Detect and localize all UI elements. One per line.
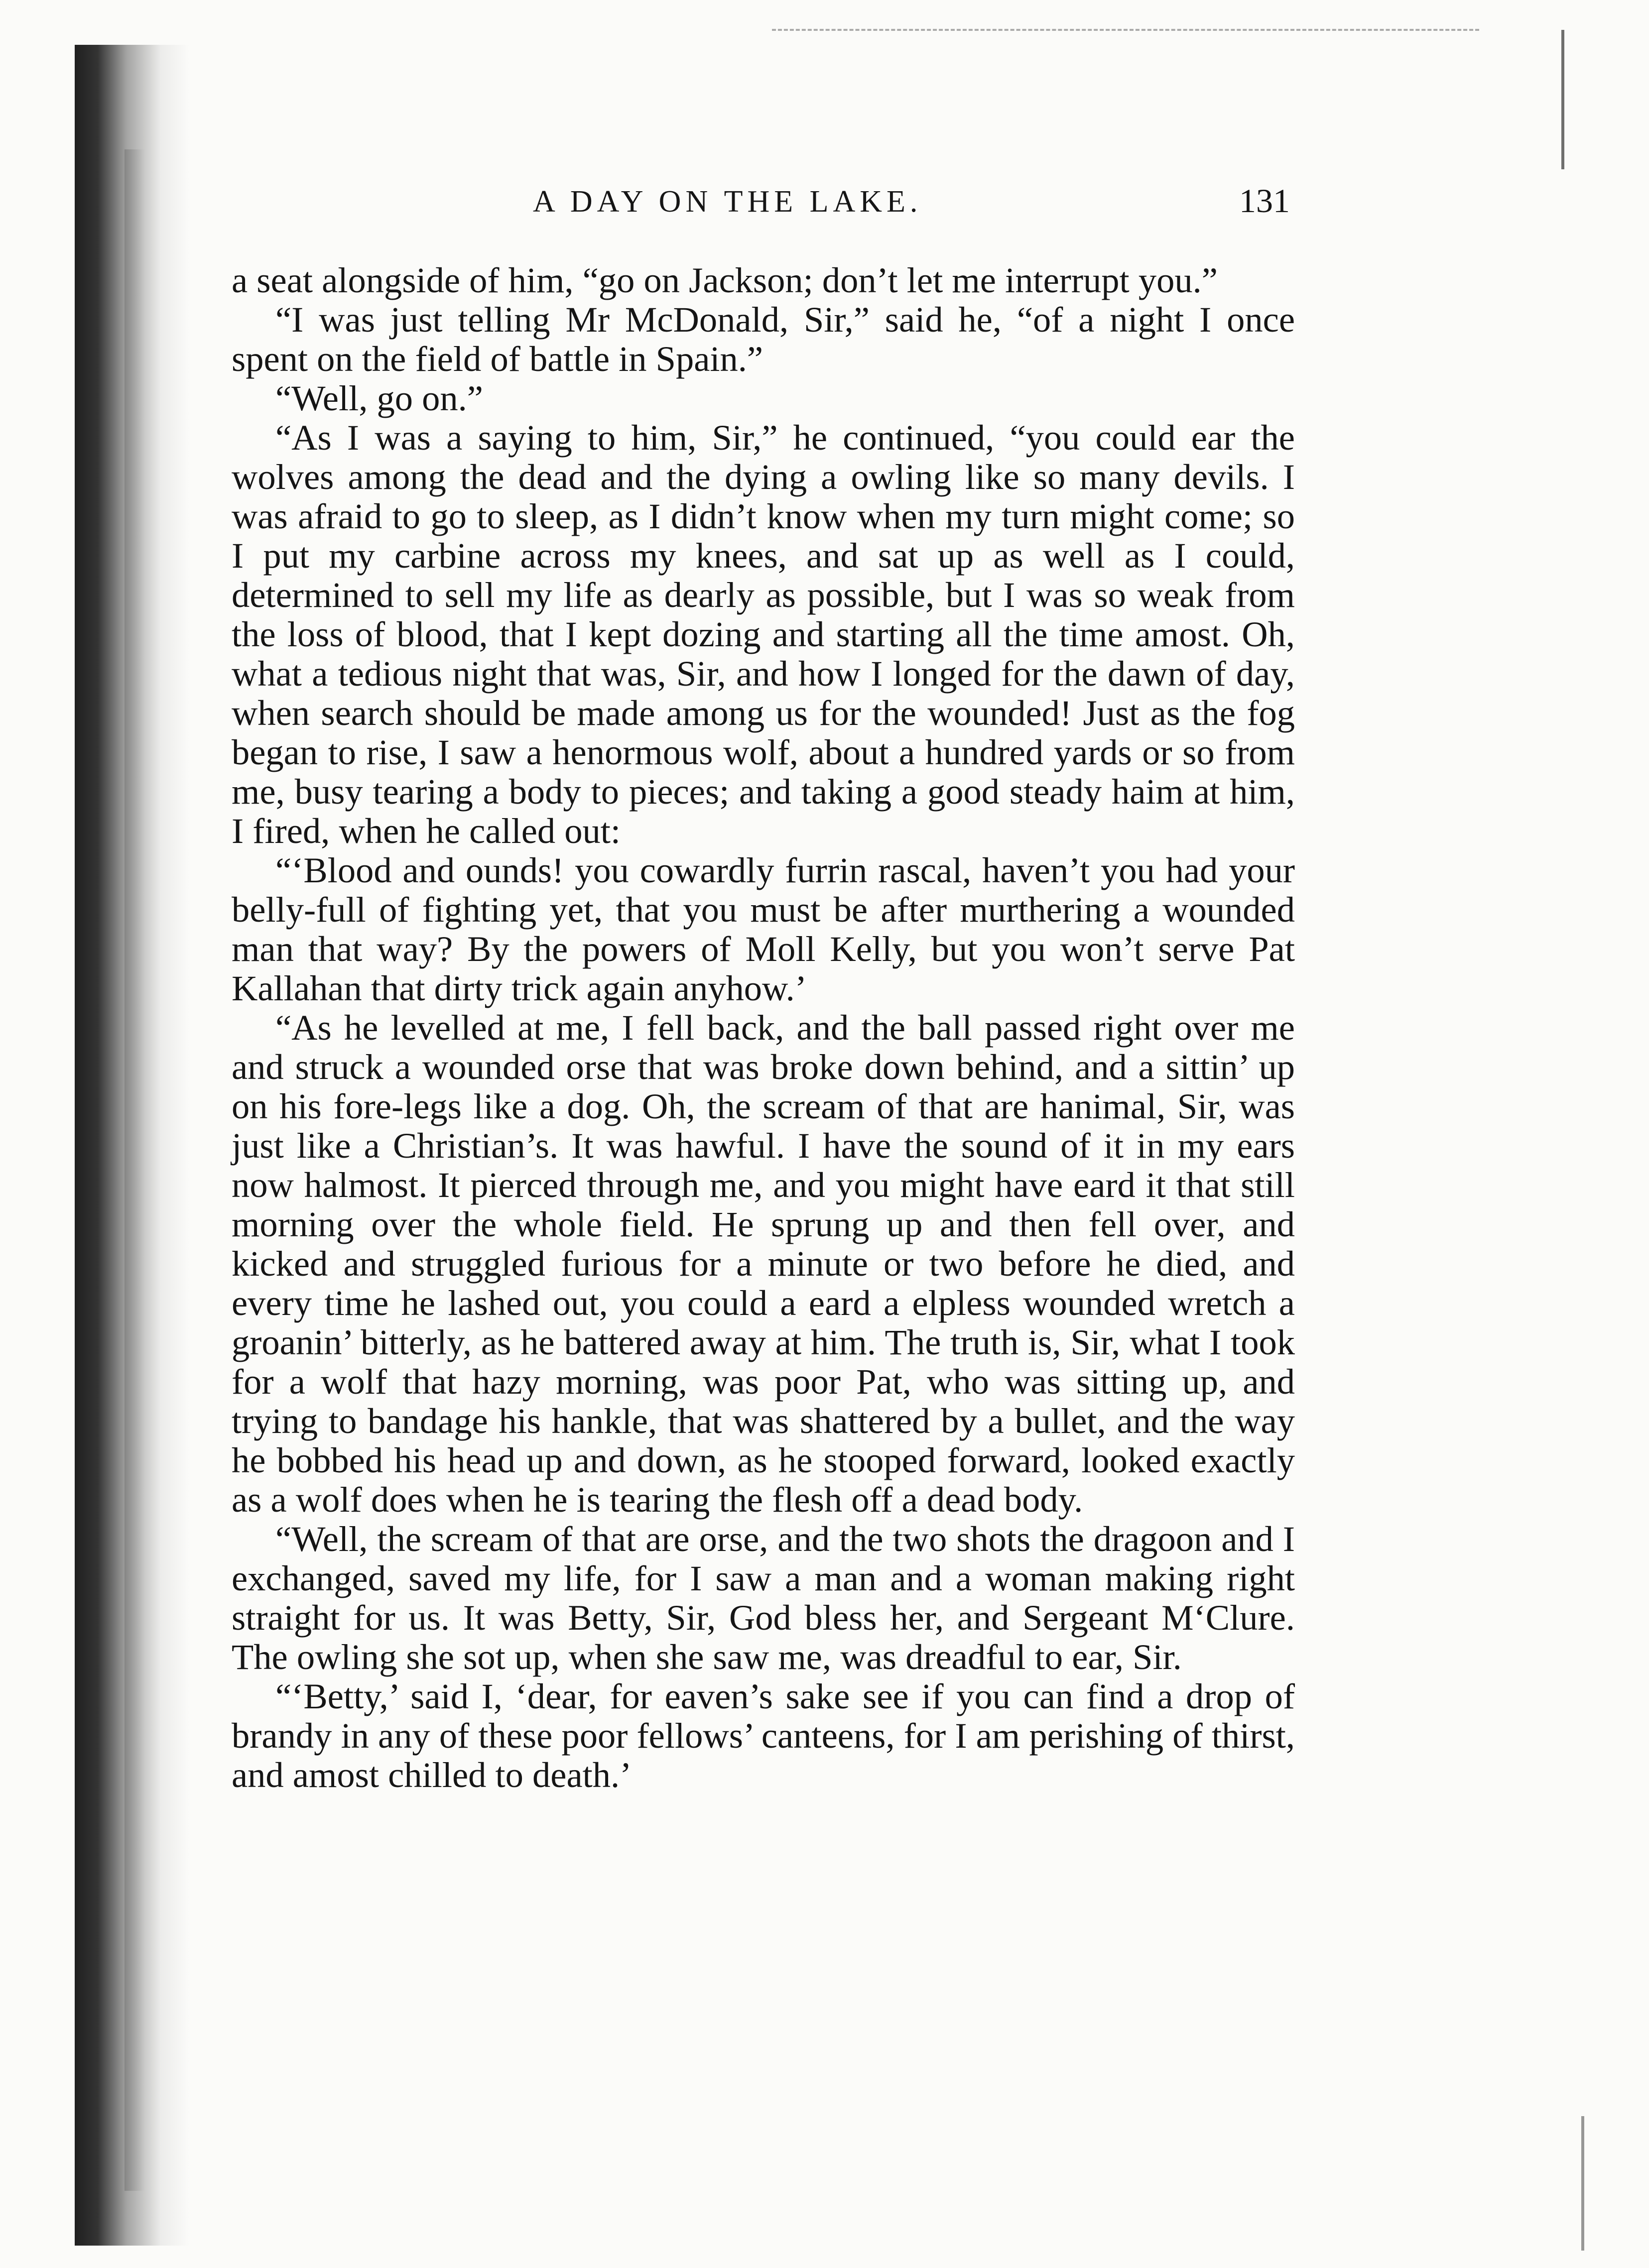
binding-shadow-inner: [125, 149, 144, 2191]
page-edge-mark-bottom: [1581, 2116, 1584, 2251]
paragraph: “‘Betty,’ said I, ‘dear, for eaven’s sake see if you can find a drop of brandy in any of these poor fellows’ canteens, for I am perishing of thirst, and amost chilled to death.’: [232, 1676, 1295, 1795]
paragraph: “‘Blood and ounds! you cowardly furrin rascal, haven’t you had your belly-full of fighting yet, that you must be after murthering a wounded man that way? By the powers of Moll Kelly, but you won’t serve Pat Kallahan that dirty trick again anyhow.’: [232, 850, 1295, 1008]
paragraph: “As I was a saying to him, Sir,” he continued, “you could ear the wolves among the dead and the dying a owling like so many devils. I was afraid to go to sleep, as I didn’t know when my turn might come; so I put my carbine across my knees, and sat up as well as I could, determined to sell my life as dearly as possible, but I was so weak from the loss of blood, that I kept dozing and starting all the time amost. Oh, what a tedious night that was, Sir, and how I longed for the dawn of day, when search should be made among us for the wounded! Just as the fog began to rise, I saw a henormous wolf, about a hundred yards or so from me, busy tearing a body to pieces; and taking a good steady haim at him, I fired, when he called out:: [232, 417, 1295, 851]
paragraph-continued: a seat alongside of him, “go on Jackson; don’t let me interrupt you.”: [232, 260, 1218, 300]
top-edge-noise: [772, 29, 1479, 33]
running-head: A DAY ON THE LAKE.: [533, 185, 922, 219]
paragraph: “As he levelled at me, I fell back, and the ball passed right over me and struck a wounded orse that was broke down behind, and a sittin’ up on his fore-legs like a dog. Oh, the scream of that are hanimal, Sir, was just like a Christian’s. It was hawful. I have the sound of it in my ears now halmost. It pierced through me, and you might have eard it that still morning over the whole field. He sprung up and then fell over, and kicked and struggled furious for a minute or two before he died, and every time he lashed out, you could a eard a elpless wounded wretch a groanin’ bitterly, as he battered away at him. The truth is, Sir, what I took for a wolf that hazy morning, was poor Pat, who was sitting up, and trying to bandage his hankle, that was shattered by a bullet, and the way he bobbed his head up and down, as he stooped forward, looked exactly as a wolf does when he is tearing the flesh off a dead body.: [232, 1007, 1295, 1520]
paragraph: “Well, the scream of that are orse, and the two shots the dragoon and I exchanged, saved my life, for I saw a man and a woman making right straight for us. It was Betty, Sir, God bless her, and Sergeant M‘Clure. The owling she sot up, when she saw me, was dreadful to ear, Sir.: [232, 1519, 1295, 1677]
page-header: [234, 184, 1290, 229]
body-text: [232, 260, 1295, 1794]
paragraph: “I was just telling Mr McDonald, Sir,” said he, “of a night I once spent on the field of battle in Spain.”: [232, 299, 1295, 379]
paragraph: “Well, go on.”: [275, 378, 483, 418]
page-number: 131: [1239, 182, 1290, 220]
page-edge-mark: [1561, 30, 1564, 169]
